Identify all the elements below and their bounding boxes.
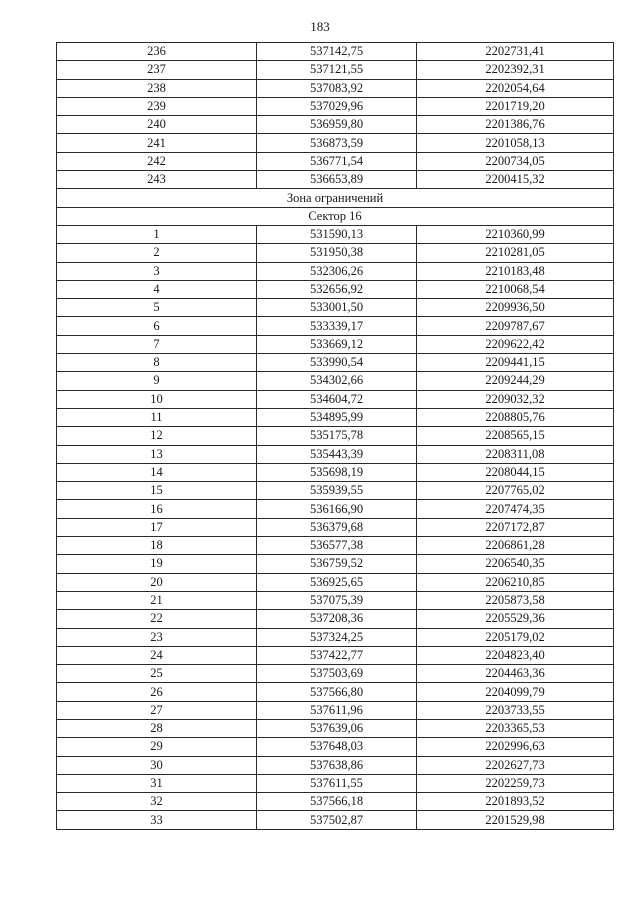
y-coordinate-cell: 2201719,20 [417, 97, 614, 115]
point-number-cell: 13 [57, 445, 257, 463]
x-coordinate-cell: 535698,19 [257, 463, 417, 481]
y-coordinate-cell: 2209244,29 [417, 372, 614, 390]
y-coordinate-cell: 2202627,73 [417, 756, 614, 774]
y-coordinate-cell: 2210068,54 [417, 280, 614, 298]
point-number-cell: 12 [57, 427, 257, 445]
table-row [57, 756, 614, 774]
point-number-cell: 22 [57, 610, 257, 628]
point-number-cell: 25 [57, 665, 257, 683]
point-number-cell: 11 [57, 408, 257, 426]
x-coordinate-cell: 537121,55 [257, 61, 417, 79]
x-coordinate-cell: 535175,78 [257, 427, 417, 445]
y-coordinate-cell: 2208565,15 [417, 427, 614, 445]
x-coordinate-cell: 532656,92 [257, 280, 417, 298]
x-coordinate-cell: 537503,69 [257, 665, 417, 683]
table-row [57, 793, 614, 811]
table-row [57, 591, 614, 609]
x-coordinate-cell: 531590,13 [257, 225, 417, 243]
x-coordinate-cell: 534895,99 [257, 408, 417, 426]
x-coordinate-cell: 537502,87 [257, 811, 417, 829]
table-row [57, 555, 614, 573]
table-row [57, 482, 614, 500]
table-row [57, 335, 614, 353]
y-coordinate-cell: 2202054,64 [417, 79, 614, 97]
table-row [57, 97, 614, 115]
x-coordinate-cell: 537029,96 [257, 97, 417, 115]
y-coordinate-cell: 2207172,87 [417, 518, 614, 536]
table-row [57, 665, 614, 683]
point-number-cell: 5 [57, 299, 257, 317]
y-coordinate-cell: 2204823,40 [417, 646, 614, 664]
zone-title: Зона ограничений [57, 189, 614, 207]
x-coordinate-cell: 537611,55 [257, 774, 417, 792]
zone-title-row [57, 189, 614, 207]
y-coordinate-cell: 2206210,85 [417, 573, 614, 591]
x-coordinate-cell: 537075,39 [257, 591, 417, 609]
y-coordinate-cell: 2206540,35 [417, 555, 614, 573]
y-coordinate-cell: 2206861,28 [417, 537, 614, 555]
table-row [57, 408, 614, 426]
table-row [57, 43, 614, 61]
table-row [57, 372, 614, 390]
y-coordinate-cell: 2209936,50 [417, 299, 614, 317]
point-number-cell: 243 [57, 171, 257, 189]
point-number-cell: 15 [57, 482, 257, 500]
table-row [57, 719, 614, 737]
table-row [57, 280, 614, 298]
point-number-cell: 26 [57, 683, 257, 701]
table-row [57, 61, 614, 79]
x-coordinate-cell: 536759,52 [257, 555, 417, 573]
x-coordinate-cell: 537324,25 [257, 628, 417, 646]
table-row [57, 299, 614, 317]
table-row [57, 573, 614, 591]
y-coordinate-cell: 2200415,32 [417, 171, 614, 189]
point-number-cell: 1 [57, 225, 257, 243]
y-coordinate-cell: 2210360,99 [417, 225, 614, 243]
y-coordinate-cell: 2205179,02 [417, 628, 614, 646]
y-coordinate-cell: 2200734,05 [417, 152, 614, 170]
x-coordinate-cell: 533001,50 [257, 299, 417, 317]
x-coordinate-cell: 536959,80 [257, 116, 417, 134]
table-row [57, 225, 614, 243]
x-coordinate-cell: 536166,90 [257, 500, 417, 518]
sector-title-row [57, 207, 614, 225]
point-number-cell: 20 [57, 573, 257, 591]
point-number-cell: 4 [57, 280, 257, 298]
sector-title: Сектор 16 [57, 207, 614, 225]
table-row [57, 354, 614, 372]
table-row [57, 646, 614, 664]
y-coordinate-cell: 2209441,15 [417, 354, 614, 372]
x-coordinate-cell: 533990,54 [257, 354, 417, 372]
point-number-cell: 242 [57, 152, 257, 170]
point-number-cell: 33 [57, 811, 257, 829]
x-coordinate-cell: 536379,68 [257, 518, 417, 536]
x-coordinate-cell: 537566,80 [257, 683, 417, 701]
y-coordinate-cell: 2207474,35 [417, 500, 614, 518]
x-coordinate-cell: 537142,75 [257, 43, 417, 61]
y-coordinate-cell: 2208044,15 [417, 463, 614, 481]
table-row [57, 445, 614, 463]
point-number-cell: 240 [57, 116, 257, 134]
point-number-cell: 16 [57, 500, 257, 518]
point-number-cell: 3 [57, 262, 257, 280]
table-row [57, 738, 614, 756]
y-coordinate-cell: 2202731,41 [417, 43, 614, 61]
point-number-cell: 7 [57, 335, 257, 353]
point-number-cell: 236 [57, 43, 257, 61]
x-coordinate-cell: 533669,12 [257, 335, 417, 353]
y-coordinate-cell: 2201386,76 [417, 116, 614, 134]
y-coordinate-cell: 2208805,76 [417, 408, 614, 426]
table-row [57, 116, 614, 134]
point-number-cell: 17 [57, 518, 257, 536]
point-number-cell: 239 [57, 97, 257, 115]
y-coordinate-cell: 2208311,08 [417, 445, 614, 463]
y-coordinate-cell: 2203365,53 [417, 719, 614, 737]
point-number-cell: 21 [57, 591, 257, 609]
table-row [57, 537, 614, 555]
y-coordinate-cell: 2204099,79 [417, 683, 614, 701]
x-coordinate-cell: 537208,36 [257, 610, 417, 628]
point-number-cell: 238 [57, 79, 257, 97]
x-coordinate-cell: 537639,06 [257, 719, 417, 737]
table-row [57, 171, 614, 189]
y-coordinate-cell: 2205529,36 [417, 610, 614, 628]
table-row [57, 134, 614, 152]
x-coordinate-cell: 531950,38 [257, 244, 417, 262]
point-number-cell: 2 [57, 244, 257, 262]
x-coordinate-cell: 537422,77 [257, 646, 417, 664]
y-coordinate-cell: 2201529,98 [417, 811, 614, 829]
y-coordinate-cell: 2209032,32 [417, 390, 614, 408]
table-row [57, 390, 614, 408]
point-number-cell: 29 [57, 738, 257, 756]
point-number-cell: 237 [57, 61, 257, 79]
x-coordinate-cell: 533339,17 [257, 317, 417, 335]
table-row [57, 152, 614, 170]
x-coordinate-cell: 532306,26 [257, 262, 417, 280]
coordinates-table-body [57, 43, 614, 830]
x-coordinate-cell: 537638,86 [257, 756, 417, 774]
x-coordinate-cell: 536771,54 [257, 152, 417, 170]
y-coordinate-cell: 2201893,52 [417, 793, 614, 811]
point-number-cell: 19 [57, 555, 257, 573]
y-coordinate-cell: 2209622,42 [417, 335, 614, 353]
table-row [57, 317, 614, 335]
table-row [57, 518, 614, 536]
table-row [57, 701, 614, 719]
x-coordinate-cell: 537611,96 [257, 701, 417, 719]
coordinates-table [56, 42, 614, 830]
y-coordinate-cell: 2203733,55 [417, 701, 614, 719]
y-coordinate-cell: 2202392,31 [417, 61, 614, 79]
point-number-cell: 31 [57, 774, 257, 792]
y-coordinate-cell: 2202259,73 [417, 774, 614, 792]
x-coordinate-cell: 536925,65 [257, 573, 417, 591]
point-number-cell: 30 [57, 756, 257, 774]
y-coordinate-cell: 2210281,05 [417, 244, 614, 262]
page-number: 183 [310, 19, 330, 34]
point-number-cell: 23 [57, 628, 257, 646]
x-coordinate-cell: 536653,89 [257, 171, 417, 189]
point-number-cell: 14 [57, 463, 257, 481]
point-number-cell: 24 [57, 646, 257, 664]
x-coordinate-cell: 534302,66 [257, 372, 417, 390]
point-number-cell: 241 [57, 134, 257, 152]
x-coordinate-cell: 537648,03 [257, 738, 417, 756]
point-number-cell: 6 [57, 317, 257, 335]
point-number-cell: 10 [57, 390, 257, 408]
table-row [57, 683, 614, 701]
y-coordinate-cell: 2209787,67 [417, 317, 614, 335]
y-coordinate-cell: 2205873,58 [417, 591, 614, 609]
point-number-cell: 32 [57, 793, 257, 811]
y-coordinate-cell: 2204463,36 [417, 665, 614, 683]
table-row [57, 811, 614, 829]
x-coordinate-cell: 535939,55 [257, 482, 417, 500]
point-number-cell: 18 [57, 537, 257, 555]
table-row [57, 79, 614, 97]
x-coordinate-cell: 537566,18 [257, 793, 417, 811]
x-coordinate-cell: 536873,59 [257, 134, 417, 152]
point-number-cell: 27 [57, 701, 257, 719]
table-row [57, 244, 614, 262]
x-coordinate-cell: 536577,38 [257, 537, 417, 555]
table-row [57, 774, 614, 792]
x-coordinate-cell: 537083,92 [257, 79, 417, 97]
y-coordinate-cell: 2202996,63 [417, 738, 614, 756]
y-coordinate-cell: 2201058,13 [417, 134, 614, 152]
point-number-cell: 8 [57, 354, 257, 372]
table-row [57, 427, 614, 445]
table-row [57, 463, 614, 481]
y-coordinate-cell: 2210183,48 [417, 262, 614, 280]
point-number-cell: 9 [57, 372, 257, 390]
x-coordinate-cell: 534604,72 [257, 390, 417, 408]
y-coordinate-cell: 2207765,02 [417, 482, 614, 500]
point-number-cell: 28 [57, 719, 257, 737]
table-row [57, 610, 614, 628]
table-row [57, 262, 614, 280]
table-row [57, 500, 614, 518]
x-coordinate-cell: 535443,39 [257, 445, 417, 463]
table-row [57, 628, 614, 646]
